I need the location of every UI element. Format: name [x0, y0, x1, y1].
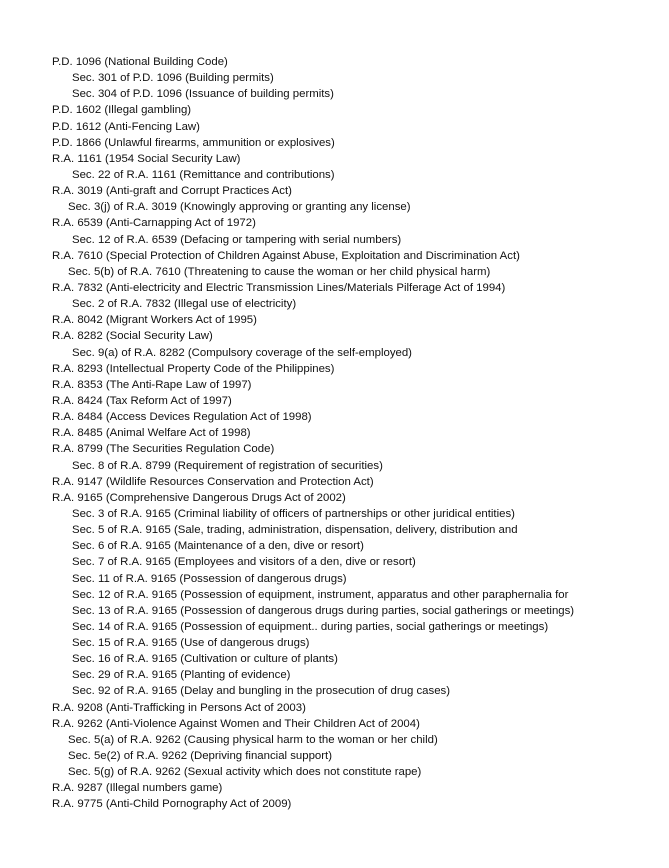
statute-entry: R.A. 3019 (Anti-graft and Corrupt Practices Act): [52, 185, 292, 198]
statute-entry: R.A. 9287 (Illegal numbers game): [52, 782, 223, 795]
statute-entry: R.A. 7832 (Anti-electricity and Electric Transmission Lines/Materials Pilferage Act of 1994): [52, 281, 506, 294]
section-entry: Sec. 12 of R.A. 6539 (Defacing or tampering with serial numbers): [72, 233, 402, 246]
statute-entry: P.D. 1612 (Anti-Fencing Law): [52, 120, 200, 133]
statute-entry: P.D. 1602 (Illegal gambling): [52, 104, 192, 117]
statute-entry: R.A. 7610 (Special Protection of Children Against Abuse, Exploitation and Discrimination Act): [52, 249, 520, 262]
statute-entry: P.D. 1096 (National Building Code): [52, 56, 228, 68]
section-entry: Sec. 5(g) of R.A. 9262 (Sexual activity which does not constitute rape): [68, 766, 422, 779]
section-entry: Sec. 15 of R.A. 9165 (Use of dangerous drugs): [72, 637, 310, 650]
statute-entry: R.A. 8282 (Social Security Law): [52, 330, 213, 343]
statute-entry: R.A. 1161 (1954 Social Security Law): [52, 152, 241, 165]
statute-entry: R.A. 8042 (Migrant Workers Act of 1995): [52, 314, 257, 327]
section-entry: Sec. 16 of R.A. 9165 (Cultivation or culture of plants): [72, 653, 338, 666]
section-entry: Sec. 8 of R.A. 8799 (Requirement of registration of securities): [72, 459, 383, 472]
section-entry: Sec. 12 of R.A. 9165 (Possession of equipment, instrument, apparatus and other paraphernalia for: [72, 588, 569, 601]
section-entry: Sec. 5(a) of R.A. 9262 (Causing physical harm to the woman or her child): [68, 733, 438, 746]
statute-entry: R.A. 8353 (The Anti-Rape Law of 1997): [52, 378, 252, 391]
statute-entry: R.A. 9165 (Comprehensive Dangerous Drugs Act of 2002): [52, 491, 346, 504]
section-entry: Sec. 22 of R.A. 1161 (Remittance and contributions): [72, 168, 335, 181]
section-entry: Sec. 92 of R.A. 9165 (Delay and bungling in the prosecution of drug cases): [72, 685, 451, 698]
statute-entry: R.A. 6539 (Anti-Carnapping Act of 1972): [52, 217, 256, 230]
section-entry: Sec. 29 of R.A. 9165 (Planting of evidence): [72, 669, 291, 682]
statute-entry: R.A. 9208 (Anti-Trafficking in Persons Act of 2003): [52, 701, 306, 714]
section-entry: Sec. 13 of R.A. 9165 (Possession of dangerous drugs during parties, social gatherings or meetings): [72, 604, 575, 617]
section-entry: Sec. 7 of R.A. 9165 (Employees and visitors of a den, dive or resort): [72, 556, 416, 569]
statute-entry: R.A. 8424 (Tax Reform Act of 1997): [52, 394, 232, 407]
statute-entry: R.A. 9147 (Wildlife Resources Conservation and Protection Act): [52, 475, 374, 488]
statute-entry: R.A. 8799 (The Securities Regulation Code): [52, 443, 275, 456]
statute-list: [52, 54, 574, 813]
section-entry: Sec. 5e(2) of R.A. 9262 (Depriving financial support): [68, 750, 333, 763]
section-entry: Sec. 14 of R.A. 9165 (Possession of equipment.. during parties, social gatherings or meetings): [72, 620, 549, 633]
section-entry: Sec. 2 of R.A. 7832 (Illegal use of electricity): [72, 298, 297, 311]
section-entry: Sec. 3(j) of R.A. 3019 (Knowingly approving or granting any license): [68, 201, 411, 214]
statute-entry: P.D. 1866 (Unlawful firearms, ammunition or explosives): [52, 136, 335, 149]
statute-entry: R.A. 8485 (Animal Welfare Act of 1998): [52, 427, 251, 440]
statute-entry: R.A. 8484 (Access Devices Regulation Act of 1998): [52, 411, 312, 424]
section-entry: Sec. 5 of R.A. 9165 (Sale, trading, administration, dispensation, delivery, distribution and: [72, 524, 518, 537]
statute-entry: R.A. 9775 (Anti-Child Pornography Act of 2009): [52, 798, 292, 811]
statute-entry: R.A. 8293 (Intellectual Property Code of the Philippines): [52, 362, 335, 375]
statute-entry: R.A. 9262 (Anti-Violence Against Women and Their Children Act of 2004): [52, 717, 420, 730]
section-entry: Sec. 9(a) of R.A. 8282 (Compulsory coverage of the self-employed): [72, 346, 412, 359]
section-entry: Sec. 11 of R.A. 9165 (Possession of dangerous drugs): [72, 572, 347, 585]
section-entry: Sec. 3 of R.A. 9165 (Criminal liability of officers of partnerships or other juridical entities): [72, 507, 515, 520]
section-entry: Sec. 6 of R.A. 9165 (Maintenance of a den, dive or resort): [72, 540, 364, 553]
section-entry: Sec. 304 of P.D. 1096 (Issuance of building permits): [72, 88, 334, 101]
section-entry: Sec. 5(b) of R.A. 7610 (Threatening to cause the woman or her child physical harm): [68, 265, 491, 278]
section-entry: Sec. 301 of P.D. 1096 (Building permits): [72, 72, 274, 85]
